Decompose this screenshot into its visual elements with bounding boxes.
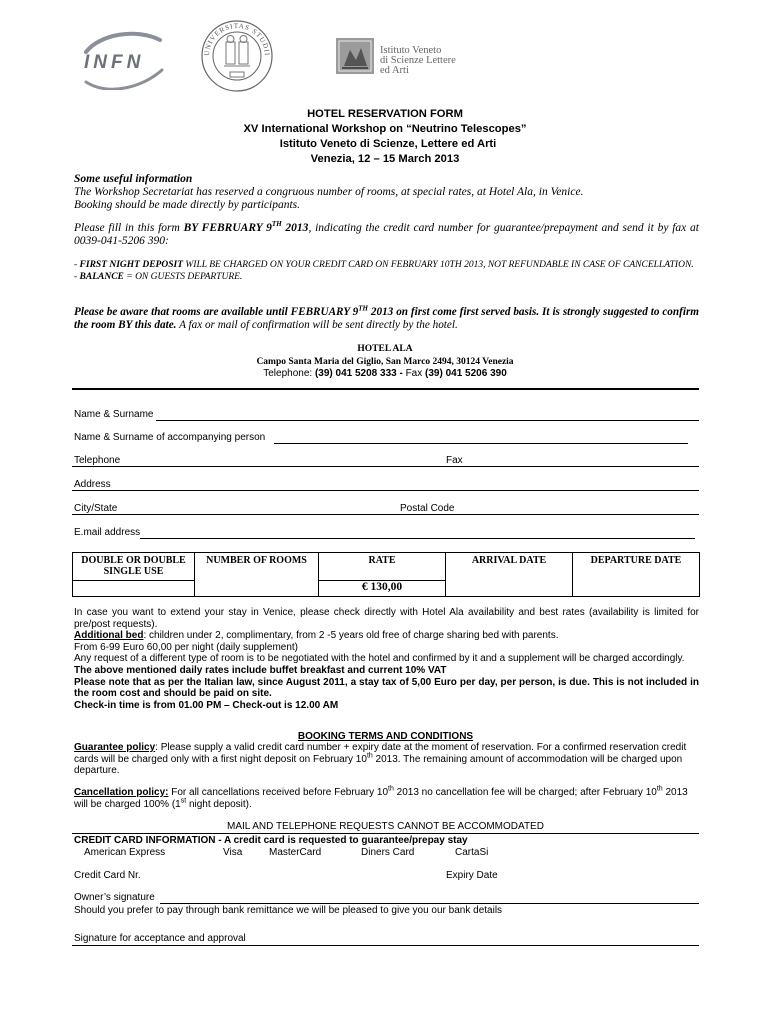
no-mail-requests: MAIL AND TELEPHONE REQUESTS CANNOT BE ACCOMMODATED	[227, 821, 544, 832]
field-email-line[interactable]	[140, 538, 695, 539]
deadline-date: BY FEBRUARY 9	[183, 222, 272, 234]
availability-bold2: 2013 on first come first served basis. It is strongly suggested to confirm the room BY this date.	[74, 306, 700, 331]
note-additional-bed	[74, 630, 699, 642]
bank-remittance-note: Should you prefer to pay through bank remittance we will be pleased to give you our bank details	[74, 905, 503, 916]
deposit-paragraph	[74, 260, 699, 283]
col-header-arrival: ARRIVAL DATE	[446, 553, 573, 581]
workshop-title: XV International Workshop on “Neutrino Telescopes”	[243, 123, 527, 135]
additional-bed-text: : children under 2, complimentary, from 2 -5 years old free of charge sharing bed with parents.	[143, 630, 559, 642]
deposit-dash: -	[74, 260, 80, 270]
guarantee-policy-text2: 2013. The remaining amount of accommodation will be charged upon departure.	[74, 753, 683, 777]
useful-info-heading: Some useful information	[74, 173, 193, 185]
guarantee-policy-label: Guarantee policy	[74, 742, 156, 753]
cancellation-sup2: th	[656, 785, 663, 793]
availability-paragraph	[74, 306, 699, 332]
owner-signature-label: Owner’s signature	[74, 892, 155, 903]
credit-divider	[72, 833, 699, 834]
note-other-room: Any request of a different type of room is to be negotiated with the hotel and confirmed by it and a supplement will be charged accordingly.	[74, 653, 685, 665]
col-header-room-type: DOUBLE OR DOUBLE SINGLE USE	[73, 553, 195, 581]
useful-info-line1: The Workshop Secretariat has reserved a congruous number of rooms, at special rates, at Hotel Ala, in Venice.	[74, 186, 584, 198]
deadline-paragraph	[74, 222, 699, 248]
booking-table	[72, 552, 700, 597]
owner-signature-line[interactable]	[160, 903, 699, 904]
infn-logo	[78, 30, 168, 90]
card-option-diners[interactable]: Diners Card	[361, 847, 415, 858]
expiry-date-label: Expiry Date	[446, 870, 498, 881]
field-fax-label: Fax	[446, 455, 463, 466]
field-telephone-label: Telephone	[74, 455, 121, 466]
credit-card-heading: CREDIT CARD INFORMATION - A credit card is requested to guarantee/prepay stay	[74, 835, 468, 846]
cell-rate: € 130,00	[319, 581, 446, 597]
venue-title: Istituto Veneto di Scienze, Lettere ed Arti	[279, 138, 497, 150]
useful-info	[74, 173, 699, 212]
notes-block	[74, 607, 699, 711]
guarantee-policy	[74, 742, 699, 777]
hotel-tel-value: (39) 041 5208 333 -	[314, 368, 406, 379]
field-address-line[interactable]	[72, 490, 699, 491]
col-header-departure: DEPARTURE DATE	[573, 553, 700, 581]
field-companion-line[interactable]	[274, 443, 688, 444]
cell-departure[interactable]	[573, 581, 700, 597]
hotel-fax-value: (39) 041 5206 390	[425, 368, 507, 379]
field-email-label: E.mail address	[74, 527, 141, 538]
guarantee-sup: th	[366, 752, 373, 760]
form-title: HOTEL RESERVATION FORM	[307, 108, 463, 120]
cancellation-sup3: st	[180, 797, 187, 805]
deadline-sup: TH	[271, 220, 282, 229]
seal-text: UNIVERSITAS STUDII	[202, 21, 272, 57]
field-name-line[interactable]	[156, 420, 699, 421]
note-rates-include: The above mentioned daily rates include buffet breakfast and current 10% VAT	[74, 664, 447, 676]
hotel-block	[185, 343, 585, 381]
istituto-name-line1: Istituto Veneto	[380, 45, 442, 56]
card-option-cartasi[interactable]: CartaSi	[455, 847, 489, 858]
additional-bed-label: Additional bed	[74, 630, 144, 642]
booking-table-header-row	[73, 553, 700, 581]
hotel-address: Campo Santa Maria del Giglio, San Marco 2494, 30124 Venezia	[256, 356, 514, 367]
cancellation-sup1: th	[388, 785, 394, 793]
event-dates: Venezia, 12 – 15 March 2013	[310, 153, 460, 165]
hotel-name: HOTEL ALA	[357, 344, 413, 354]
istituto-name-line3: ed Arti	[380, 65, 409, 76]
field-telephone-line[interactable]	[72, 466, 699, 467]
terms-heading: BOOKING TERMS AND CONDITIONS	[297, 731, 474, 742]
card-option-mastercard[interactable]: MasterCard	[269, 847, 322, 858]
form-header	[185, 107, 585, 167]
istituto-name-line2: di Scienze Lettere	[380, 55, 456, 66]
col-header-rate: RATE	[319, 553, 446, 581]
availability-bold1: Please be aware that rooms are available until FEBRUARY 9	[74, 306, 359, 318]
note-extend: In case you want to extend your stay in Venice, please check directly with Hotel Ala availability and best rates (availability is limited for pre/post requests).	[74, 607, 699, 630]
field-companion-label: Name & Surname of accompanying person	[74, 432, 266, 443]
deadline-pre: Please fill in this form	[74, 222, 184, 234]
balance-label: BALANCE	[79, 271, 124, 282]
note-checkin: Check-in time is from 01.00 PM – Check-out is 12.00 AM	[74, 699, 339, 711]
acceptance-signature-label: Signature for acceptance and approval	[74, 933, 246, 944]
istituto-veneto-logo	[336, 36, 466, 96]
istituto-emblem-icon	[336, 38, 374, 74]
cancellation-text4: night deposit).	[186, 798, 252, 810]
deadline-year: 2013	[281, 222, 309, 234]
note-stay-tax: Please note that as per the Italian law, since August 2011, a stay tax of 5,00 Euro per day, per person, is due. This is not included in the room cost and should be paid on site.	[74, 676, 699, 700]
cancellation-text3: 2013 will be charged 100% (1	[74, 787, 688, 810]
first-night-deposit-label: FIRST NIGHT DEPOSIT	[79, 260, 184, 270]
section-divider	[72, 388, 699, 390]
credit-card-number-label: Credit Card Nr.	[74, 870, 141, 881]
field-city-line[interactable]	[72, 514, 699, 515]
useful-info-line2: Booking should be made directly by participants.	[74, 199, 301, 211]
cancellation-policy-label: Cancellation policy:	[74, 787, 169, 798]
infn-logo-text: INFN	[84, 52, 145, 73]
acceptance-signature-line[interactable]	[72, 945, 699, 946]
hotel-phone-line	[185, 368, 585, 381]
booking-table-row	[73, 581, 700, 597]
cell-arrival[interactable]	[446, 581, 573, 597]
cancellation-policy	[74, 787, 699, 810]
deadline-post: , indicating the credit card number for guarantee/prepayment and send it by fax at 0039-041-5206 390:	[74, 222, 699, 247]
cancellation-text2: 2013 no cancellation fee will be charged; after February 10	[393, 787, 657, 798]
cell-room-type[interactable]	[73, 581, 195, 597]
card-option-amex[interactable]: American Express	[84, 847, 166, 858]
hotel-fax-label: Fax	[405, 368, 426, 379]
balance-text: = ON GUESTS DEPARTURE.	[123, 271, 243, 282]
availability-sup: TH	[358, 304, 368, 313]
guarantee-policy-text1: : Please supply a valid credit card number + expiry date at the moment of reservation. For a confirmed reservation credit cards will be charged only with a first night deposit on February 10	[74, 742, 687, 765]
col-header-number-rooms: NUMBER OF ROOMS	[195, 553, 319, 581]
balance-dash: -	[74, 271, 80, 282]
cell-number-rooms[interactable]	[195, 581, 319, 597]
field-postal-label: Postal Code	[400, 503, 455, 514]
cancellation-text1: For all cancellations received before February 10	[168, 787, 389, 798]
note-from6: From 6-99 Euro 60,00 per night (daily supplement)	[74, 641, 299, 653]
field-city-label: City/State	[74, 503, 118, 514]
card-option-visa[interactable]: Visa	[223, 847, 243, 858]
availability-rest: A fax or mail of confirmation will be sent directly by the hotel.	[176, 319, 458, 331]
field-name-label: Name & Surname	[74, 409, 154, 420]
first-night-deposit-text: WILL BE CHARGED ON YOUR CREDIT CARD ON FEBRUARY 10TH 2013, NOT REFUNDABLE IN CASE OF CANCELLATION.	[183, 260, 694, 270]
field-address-label: Address	[74, 479, 111, 490]
hotel-tel-label: Telephone:	[263, 368, 315, 379]
university-seal	[200, 18, 274, 94]
